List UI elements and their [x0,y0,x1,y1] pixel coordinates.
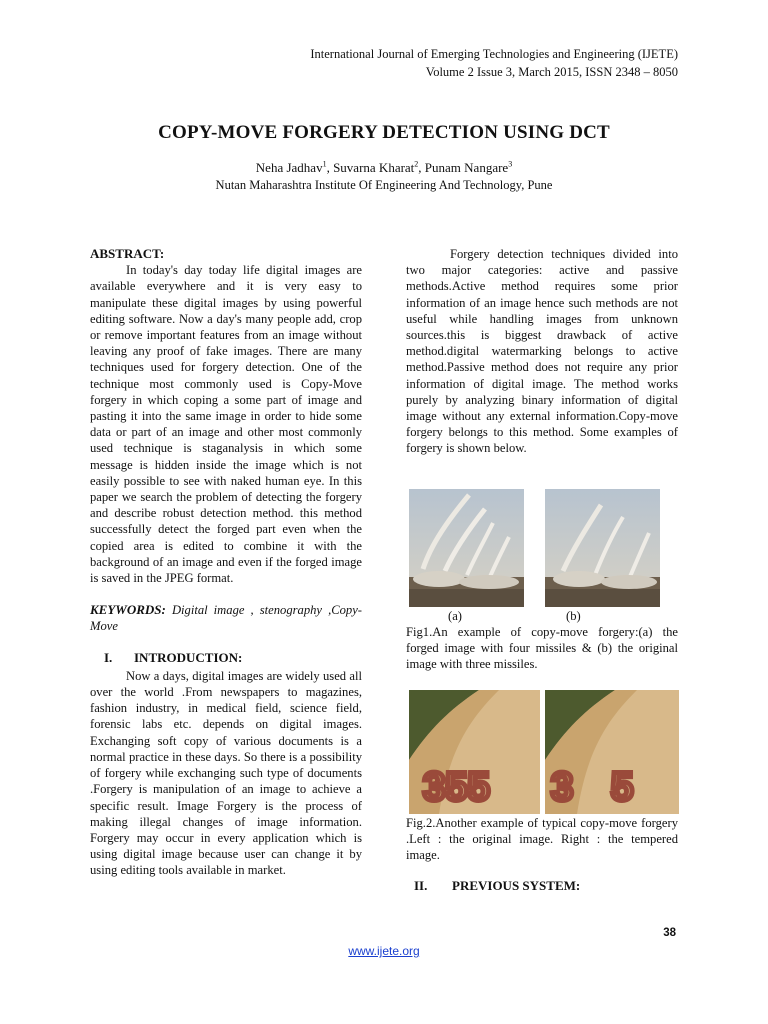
author-sup: 2 [414,159,419,169]
section-heading-intro [90,650,362,666]
abstract-heading: ABSTRACT: [90,246,165,261]
page-number: 38 [663,927,676,939]
author-name: Suvarna Kharat [333,160,415,175]
paper-title: COPY-MOVE FORGERY DETECTION USING DCT [158,122,610,143]
fig1-image-a [409,489,524,607]
forgery-techniques-text: Forgery detection techniques divided into two major categories: active and passive methods.Active method requires some prior information of an image hence such methods are not useful while handling images from unknown sources.this is biggest drawback of active method.digital watermarking belongs to active method.Passive method does not require any prior information of digital image. The method works purely by analyzing binary information of digital image without any external information.Copy-move forgery belongs to this method. Some examples of forgery is shown below. [406,247,678,456]
fig2-image-tampered [545,690,679,814]
fig1-caption: Fig1.An example of copy-move forgery:(a) the forged image with four missiles & (b) the original image with three missiles. [406,625,678,672]
keywords-label: KEYWORDS: [90,602,166,618]
journal-issue: Volume 2 Issue 3, March 2015, ISSN 2348 – 8050 [425,65,678,79]
fig1-label-a: (a) [448,609,462,623]
journal-name: International Journal of Emerging Technologies and Engineering (IJETE) [310,47,678,61]
section-number: II. [414,878,428,893]
author-sup: 3 [508,159,513,169]
keywords [90,602,362,634]
missiles-original-image [545,489,660,607]
author-sup: 1 [322,159,327,169]
abstract-text: In today's day today life digital images are available everywhere and it is very easy to manipulate these digital images by using powerful editing software. Now a day's many people add, crop or remove important features from an image without leaving any proof of fake images. There are many techniques used for forgery detection. One of the technique most commonly used is Copy-Move forgery in which coping a some part of image and pasting it into the same image in order to hide some data or part of an image and other most commonly used technique is staganalysis in which some message is hidden inside the image which is not easily possible to see with naked human eye. In this paper we search the problem of detecting the forgery and describe robust detection method. this method successfully detect the forged part even when the copied area is edited to combine it with the background of an image and even if the forged image is saved in the JPEG format. [90,263,362,586]
author-name: Punam Nangare [424,160,509,175]
left-column [90,246,362,879]
intro-text: Now a days, digital images are widely used all over the world .From newspapers to magazines, fashion industry, in medical field, science field, forensic labs etc. depends on digital images. Exchanging soft copy of various documents is a normal practice in these days. So there is a possibility of forgery while exchanging such type of documents .Forgery is manipulation of an image to achieve a specific result. Image Forgery is the process of making illegal changes of image information. Forgery may occur in every application which is using digital image because user can change it by using editing tools available in market. [90,668,362,878]
fig1-image-b [545,489,660,607]
website-link[interactable]: www.ijete.org [348,944,420,958]
section-title: INTRODUCTION: [134,649,243,665]
fig2-caption: Fig.2.Another example of typical copy-move forgery .Left : the original image. Right : the tempered image. [406,816,678,863]
author-list: Neha Jadhav$^1$, Suvarna Kharat$^2$, Punam Nangare$^3$ [255,159,513,175]
author-name: Neha Jadhav [255,160,323,175]
section-title: PREVIOUS SYSTEM: [452,878,581,893]
fig2-image-original [409,690,540,814]
missiles-forged-image [409,489,524,607]
right-column-text [406,246,678,457]
keywords-text: Digital image , stenography ,Copy-Move [90,603,362,634]
section-heading-previous [414,878,674,894]
section-number: I. [104,649,113,665]
fig1-label-b: (b) [566,609,581,623]
svg-text:3: 3 [551,765,574,809]
affiliation: Nutan Maharashtra Institute Of Engineering And Technology, Pune [215,178,553,192]
fig2-digits: 355 [423,765,490,809]
svg-text:5: 5 [611,765,634,809]
